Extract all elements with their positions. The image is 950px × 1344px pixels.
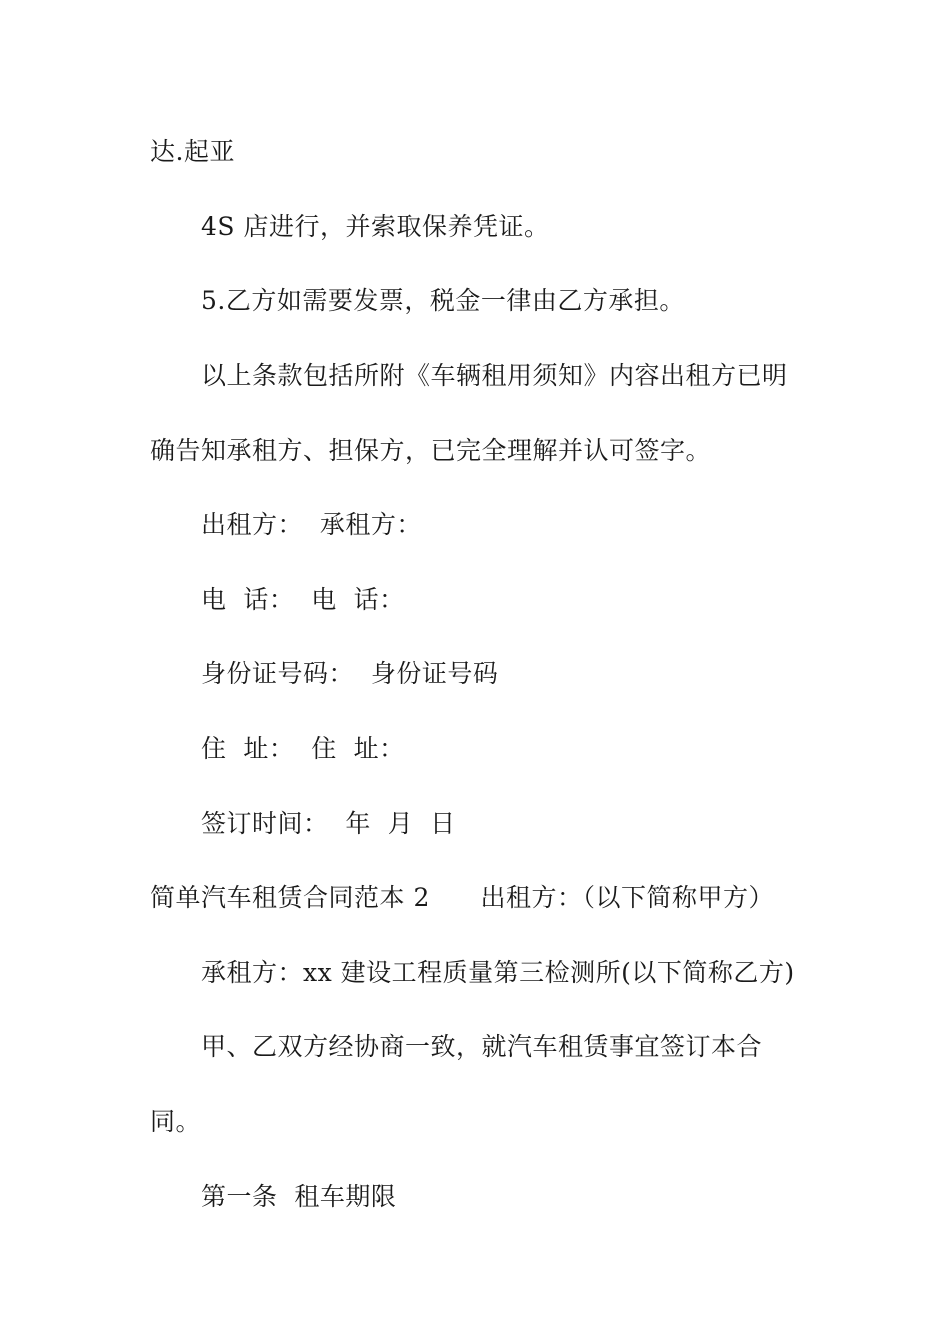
text-line: 承租方：xx 建设工程质量第三检测所(以下简称乙方) [201,958,795,987]
text-line: 同。 [150,1107,202,1136]
text-line: 甲、乙双方经协商一致，就汽车租赁事宜签订本合 [201,1032,763,1061]
text-line: 达.起亚 [150,137,235,166]
text-line: 5.乙方如需要发票，税金一律由乙方承担。 [201,286,685,315]
text-line: 4S 店进行，并索取保养凭证。 [201,212,550,241]
id-number-label-line: 身份证号码： 身份证号码 [201,659,499,688]
section-title-line: 简单汽车租赁合同范本 2 出租方：（以下简称甲方） [150,883,775,912]
article-heading: 第一条 租车期限 [201,1182,397,1211]
signature-label-line: 出租方： 承租方： [201,510,422,539]
signing-date-line: 签订时间： 年 月 日 [201,809,456,838]
text-line: 以上条款包括所附《车辆租用须知》内容出租方已明 [201,361,788,390]
text-line: 确告知承租方、担保方，已完全理解并认可签字。 [150,436,712,465]
address-label-line: 住 址： 住 址： [201,734,405,763]
phone-label-line: 电 话： 电 话： [201,585,405,614]
